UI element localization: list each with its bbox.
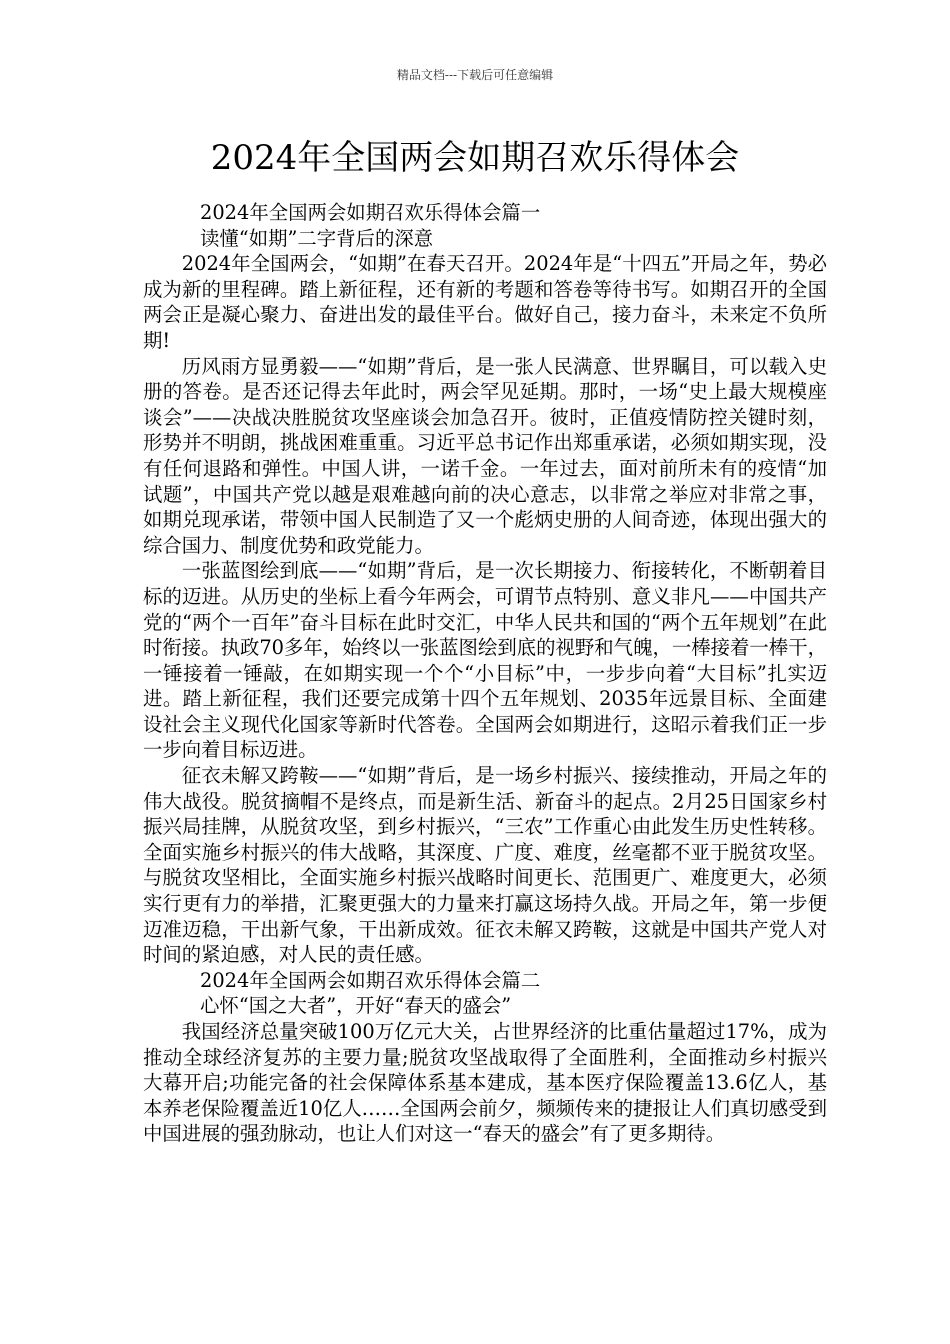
- paragraph: 我国经济总量突破100万亿元大关，占世界经济的比重估量超过17%，成为推动全球经济复苏的主要力量;脱贫攻坚战取得了全面胜利，全面推动乡村振兴大幕开启;功能完备的社会保障体系基本建成，基本医疗保险覆盖13.6亿人，基本养老保险覆盖近10亿人……全国两会前夕，频频传来的捷报让人们真切感受到中国进展的强劲脉动，也让人们对这一“春天的盛会”有了更多期待。: [143, 1020, 827, 1146]
- paragraph: 历风雨方显勇毅——“如期”背后，是一张人民满意、世界瞩目，可以载入史册的答卷。是否还记得去年此时，两会罕见延期。那时，一场“史上最大规模座谈会”——决战决胜脱贫攻坚座谈会加急召开。彼时，正值疫情防控关键时刻，形势并不明朗，挑战困难重重。习近平总书记作出郑重承诺，必须如期实现，没有任何退路和弹性。中国人讲，一诺千金。一年过去，面对前所未有的疫情“加试题”，中国共产党以越是艰难越向前的决心意志，以非常之举应对非常之事，如期兑现承诺，带领中国人民制造了又一个彪炳史册的人间奇迹，体现出强大的综合国力、制度优势和政党能力。: [143, 354, 827, 557]
- document-body: [143, 200, 827, 1147]
- paragraph: 2024年全国两会，“如期”在春天召开。2024年是“十四五”开局之年，势必成为新的里程碑。踏上新征程，还有新的考题和答卷等待书写。如期召开的全国两会正是凝心聚力、奋进出发的最佳平台。做好自己，接力奋斗，未来定不负所期!: [143, 252, 827, 352]
- subheading-2: 心怀“国之大者”，开好“春天的盛会”: [200, 994, 512, 1018]
- subheading-1: 读懂“如期”二字背后的深意: [200, 226, 434, 250]
- section-heading-2: 2024年全国两会如期召欢乐得体会篇二: [200, 968, 541, 992]
- section-heading-1: 2024年全国两会如期召欢乐得体会篇一: [200, 201, 541, 224]
- header-note: 精品文档---下载后可任意编辑: [396, 68, 554, 82]
- paragraph: 征衣未解又跨鞍——“如期”背后，是一场乡村振兴、接续推动，开局之年的伟大战役。脱贫摘帽不是终点，而是新生活、新奋斗的起点。2月25日国家乡村振兴局挂牌，从脱贫攻坚，到乡村振兴，“三农”工作重心由此发生历史性转移。全面实施乡村振兴的伟大战略，其深度、广度、难度，丝毫都不亚于脱贫攻坚。与脱贫攻坚相比，全面实施乡村振兴战略时间更长、范围更广、难度更大，必须实行更有力的举措，汇聚更强大的力量来打赢这场持久战。开局之年，第一步便迈准迈稳，干出新气象，干出新成效。征衣未解又跨鞍，这就是中国共产党人对时间的紧迫感，对人民的责任感。: [143, 764, 827, 967]
- document-title: 2024年全国两会如期召欢乐得体会: [210, 138, 740, 178]
- paragraph: 一张蓝图绘到底——“如期”背后，是一次长期接力、衔接转化，不断朝着目标的迈进。从历史的坐标上看今年两会，可谓节点特别、意义非凡——中国共产党的“两个一百年”奋斗目标在此时交汇，中华人民共和国的“两个五年规划”在此时衔接。执政70多年，始终以一张蓝图绘到底的视野和气魄，一棒接着一棒干，一锤接着一锤敲，在如期实现一个个“小目标”中，一步步向着“大目标”扎实迈进。踏上新征程，我们还要完成第十四个五年规划、2035年远景目标、全面建设社会主义现代化国家等新时代答卷。全国两会如期进行，这昭示着我们正一步一步向着目标迈进。: [143, 559, 827, 762]
